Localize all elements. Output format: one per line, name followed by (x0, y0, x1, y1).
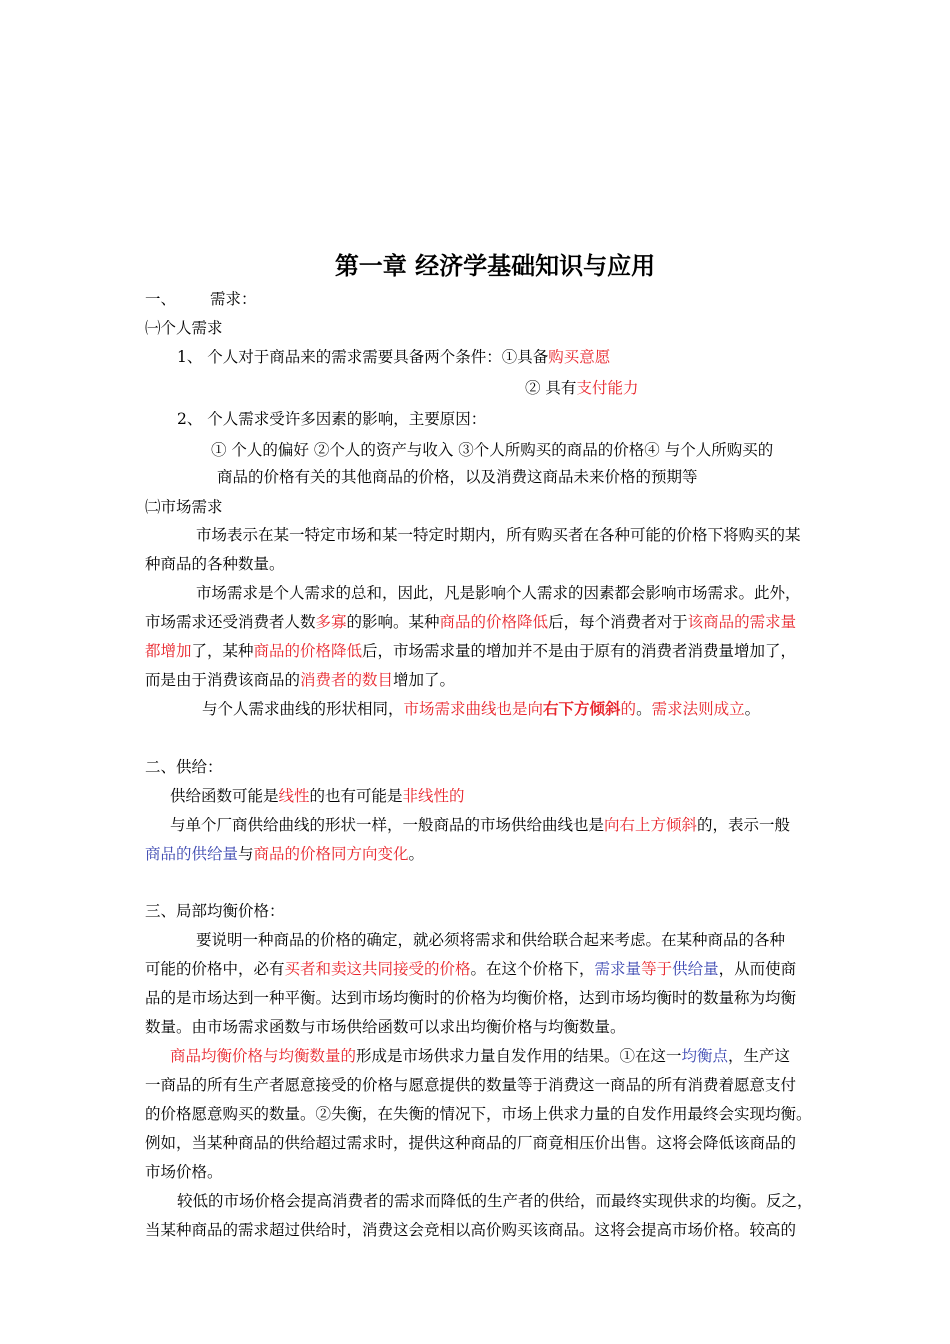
text: 的影响。某种 (346, 613, 440, 631)
equilibrium-para1-line3: 品的是市场达到一种平衡。达到市场均衡时的价格为均衡价格，达到市场均衡时的数量称为均衡 (145, 989, 797, 1007)
text: 增加了。 (393, 671, 456, 689)
equilibrium-para2-line4: 例如，当某种商品的供给超过需求时，提供这种商品的厂商竟相压价出售。这将会降低该商品的 (145, 1134, 797, 1152)
text: ② 具有 (525, 379, 577, 397)
equilibrium-para1-line2 (145, 958, 796, 980)
supply-line-3 (145, 843, 424, 865)
equilibrium-para1-line1: 要说明一种商品的价格的确定，就必须将需求和供给联合起来考虑。在某种商品的各种 (196, 931, 786, 949)
text: 。在这个价格下， (470, 960, 595, 978)
highlight: 该商品的需求量 (687, 613, 797, 631)
highlight: 向右上方倾斜 (604, 816, 698, 834)
chapter-title: 第一章 经济学基础知识与应用 (334, 252, 656, 280)
market-para2-line1: 市场需求是个人需求的总和，因此，凡是影响个人需求的因素都会影响市场需求。此外， (196, 584, 801, 602)
highlight: 商品的价格同方向变化 (253, 845, 409, 863)
market-para2-line4 (145, 669, 455, 691)
text: 。 (744, 700, 761, 718)
highlight: 商品的价格降低 (253, 642, 363, 660)
text: 与单个厂商供给曲线的形状一样，一般商品的市场供给曲线也是 (170, 816, 605, 834)
highlight: 非线性的 (402, 787, 465, 805)
highlight-bold: 右下方倾斜 (543, 699, 621, 718)
equilibrium-para2-line1 (170, 1045, 790, 1067)
highlight-blue: 均衡点 (681, 1047, 729, 1065)
text: 供给函数可能是 (170, 787, 279, 805)
highlight: 的 (620, 700, 637, 718)
equilibrium-para3-line1: 较低的市场价格会提高消费者的需求而降低的生产者的供给，而最终实现供求的均衡。反之， (177, 1192, 813, 1210)
section-3-heading: 三、局部均衡价格： (145, 902, 285, 920)
highlight-blue: 供给量 (672, 960, 719, 978)
text: 。 (408, 845, 425, 863)
equilibrium-para1-line4: 数量。由市场需求函数与市场供给函数可以求出均衡价格与均衡数量。 (145, 1018, 626, 1036)
highlight: 市场需求曲线也是向 (403, 700, 544, 718)
factors-heading: 2、 个人需求受许多因素的影响，主要原因： (177, 410, 487, 428)
text: 。 (636, 700, 652, 718)
subsection-personal-demand: ㈠个人需求 (145, 319, 223, 337)
factors-line-2: 商品的价格有关的其他商品的价格，以及消费这商品未来价格的预期等 (217, 468, 698, 486)
market-para1-line2: 种商品的各种数量。 (145, 555, 285, 573)
text: 1、 个人对于商品来的需求需要具备两个条件：①具备 (177, 348, 549, 366)
subsection-market-demand: ㈡市场需求 (145, 498, 223, 516)
highlight: 商品的价格降低 (439, 613, 549, 631)
highlight: 多寡 (315, 613, 347, 631)
highlight-blue: 商品的供给量 (145, 845, 239, 863)
equilibrium-para2-line5: 市场价格。 (145, 1163, 223, 1181)
condition-line-1 (177, 346, 610, 368)
text: 后，每个消费者对于 (548, 613, 688, 631)
text: 而是由于消费该商品的 (145, 671, 301, 689)
highlight: 商品均衡价格与均衡数量的 (170, 1047, 357, 1065)
text: 与个人需求曲线的形状相同， (202, 700, 404, 718)
highlight: 线性 (278, 787, 310, 805)
text: 的，表示一般 (697, 816, 791, 834)
text: 了，某种 (191, 642, 254, 660)
supply-line-1 (170, 785, 465, 807)
market-para2-line3 (145, 640, 796, 662)
text: 后，市场需求量的增加并不是由于原有的消费者消费量增加了， (362, 642, 797, 660)
factors-line-1: ① 个人的偏好 ②个人的资产与收入 ③个人所购买的商品的价格④ 与个人所购买的 (211, 441, 774, 459)
market-para1-line1: 市场表示在某一特定市场和某一特定时期内，所有购买者在各种可能的价格下将购买的某 (196, 526, 801, 544)
section-2-heading: 二、供给： (145, 758, 223, 776)
demand-law-line (202, 698, 760, 720)
highlight: 购买意愿 (548, 348, 611, 366)
highlight: 消费者的数目 (300, 671, 394, 689)
section-1-heading: 需求： (210, 290, 257, 308)
supply-line-2 (170, 814, 790, 836)
highlight: 都增加 (145, 642, 192, 660)
highlight: 需求法则成立 (651, 700, 745, 718)
highlight: 等于 (641, 960, 673, 978)
equilibrium-para2-line3: 的价格愿意购买的数量。②失衡，在失衡的情况下，市场上供求力量的自发作用最终会实现均衡。 (145, 1105, 812, 1123)
equilibrium-para2-line2: 一商品的所有生产者愿意接受的价格与愿意提供的数量等于消费这一商品的所有消费着愿意支付 (145, 1076, 797, 1094)
highlight: 支付能力 (576, 379, 639, 397)
market-para2-line2 (145, 611, 796, 633)
highlight: 买者和卖这共同接受的价格 (284, 960, 471, 978)
text: 与 (238, 845, 254, 863)
text: 市场需求还受消费者人数 (145, 613, 316, 631)
text: 可能的价格中，必有 (145, 960, 285, 978)
text: ，生产这 (728, 1047, 791, 1065)
text: 形成是市场供求力量自发作用的结果。①在这一 (356, 1047, 682, 1065)
equilibrium-para3-line2: 当某种商品的需求超过供给时，消费这会竞相以高价购买该商品。这将会提高市场价格。较高的 (145, 1221, 797, 1239)
section-1-number: 一、 (145, 290, 177, 308)
text: ，从而使商 (718, 960, 797, 978)
highlight-blue: 需求量 (594, 960, 642, 978)
condition-line-2 (525, 377, 638, 399)
text: 的也有可能是 (309, 787, 403, 805)
